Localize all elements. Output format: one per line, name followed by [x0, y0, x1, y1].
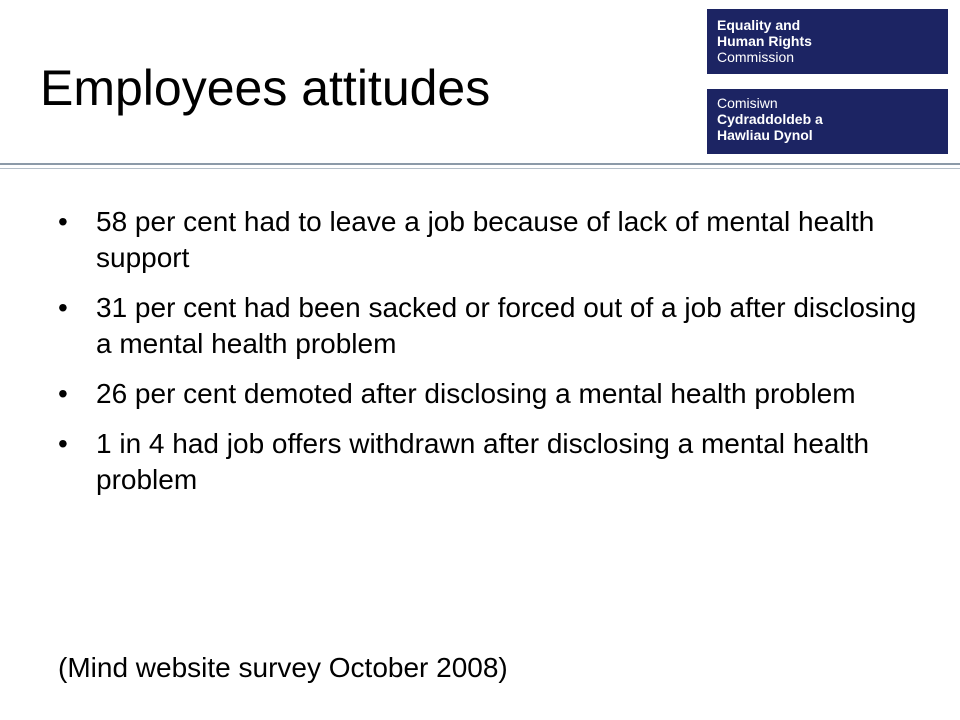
ehrc-logo-welsh: [707, 89, 948, 154]
bullet-item: [58, 204, 918, 276]
header-divider: [0, 163, 960, 165]
ehrc-logo-english: [707, 9, 948, 74]
logo-line: Commission: [717, 49, 795, 65]
logo-line: Human Rights: [717, 33, 812, 49]
logo-line: Cydraddoldeb a: [717, 111, 823, 127]
logo-line: Equality and: [717, 17, 801, 33]
bullet-icon: •: [58, 428, 68, 459]
header-divider-thin: [0, 168, 960, 169]
bullet-text: 31 per cent had been sacked or forced out of a job after disclosing a mental health problem: [96, 292, 917, 359]
bullet-text: 26 per cent demoted after disclosing a mental health problem: [96, 378, 856, 409]
bullet-icon: •: [58, 378, 68, 409]
bullet-icon: •: [58, 292, 68, 323]
logo-line: Hawliau Dynol: [717, 127, 813, 143]
bullet-list: [58, 204, 918, 512]
bullet-item: [58, 376, 918, 412]
bullet-icon: •: [58, 206, 68, 237]
bullet-item: [58, 290, 918, 362]
bullet-text: 1 in 4 had job offers withdrawn after disclosing a mental health problem: [96, 428, 870, 495]
logo-line: Comisiwn: [717, 95, 778, 111]
bullet-item: [58, 426, 918, 498]
slide-title: Employees attitudes: [40, 60, 491, 116]
source-citation: (Mind website survey October 2008): [58, 652, 508, 683]
bullet-text: 58 per cent had to leave a job because of lack of mental health support: [96, 206, 875, 273]
